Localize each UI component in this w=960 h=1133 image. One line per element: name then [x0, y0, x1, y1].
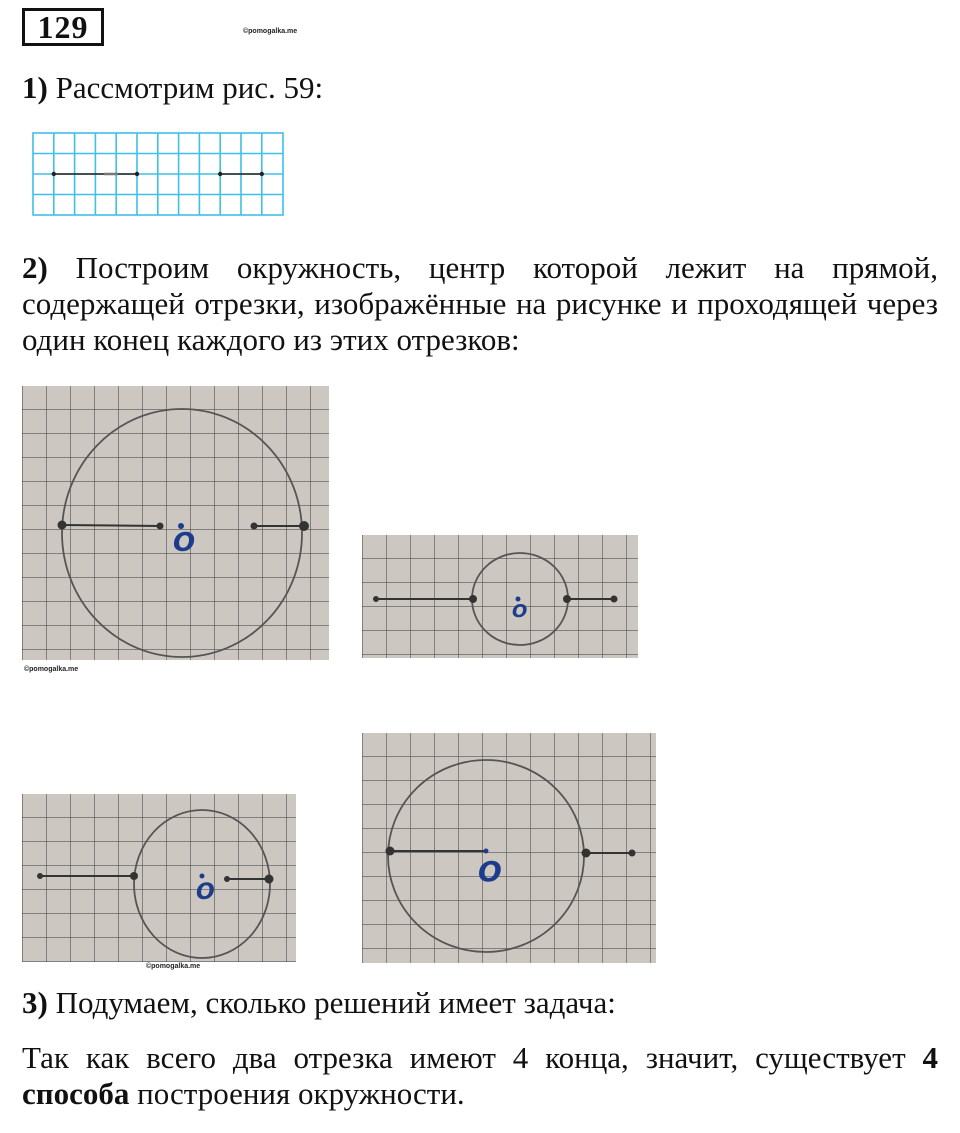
conclusion-bold: 4 способа: [22, 1040, 938, 1111]
step-2-number: 2): [22, 250, 48, 285]
photo-circle-2: [362, 535, 638, 658]
photo-circle-3-drawing: [22, 794, 296, 962]
center-label-o: O: [196, 880, 215, 905]
step-1-text: Рассмотрим рис. 59:: [47, 70, 324, 105]
step-3: [22, 985, 942, 1021]
photo-circle-1-drawing: [22, 386, 329, 660]
step-2: [22, 250, 938, 358]
conclusion: [22, 1040, 938, 1112]
photo-circle-3: [22, 794, 296, 962]
figure-59: [32, 132, 286, 218]
photo-circle-2-drawing: [362, 535, 638, 658]
photo-circle-4: [362, 733, 656, 963]
center-label-o: O: [173, 528, 196, 558]
center-label-o: O: [512, 601, 528, 622]
conclusion-text-before: Так как всего два отрезка имеют 4 конца, значит, существует: [22, 1040, 923, 1075]
step-1: [22, 70, 942, 106]
step-1-number: 1): [22, 70, 48, 105]
step-3-number: 3): [22, 985, 48, 1020]
watermark-photo-3: ©pomogalka.me: [146, 963, 201, 970]
watermark-photo-1: ©pomogalka.me: [24, 666, 79, 673]
step-2-text: Построим окружность, центр которой лежит на прямой, содержащей отрезки, изображённые на рисунке и проходящей через один конец каждого из этих отрезков:: [22, 250, 938, 357]
center-label-o: O: [478, 855, 502, 888]
conclusion-text-after: построения окружности.: [129, 1076, 465, 1111]
step-3-text: Подумаем, сколько решений имеет задача:: [47, 985, 616, 1020]
task-number: 129: [22, 8, 104, 46]
photo-circle-1: [22, 386, 329, 660]
photo-circle-4-drawing: [362, 733, 656, 963]
watermark-top: ©pomogalka.me: [243, 28, 298, 35]
